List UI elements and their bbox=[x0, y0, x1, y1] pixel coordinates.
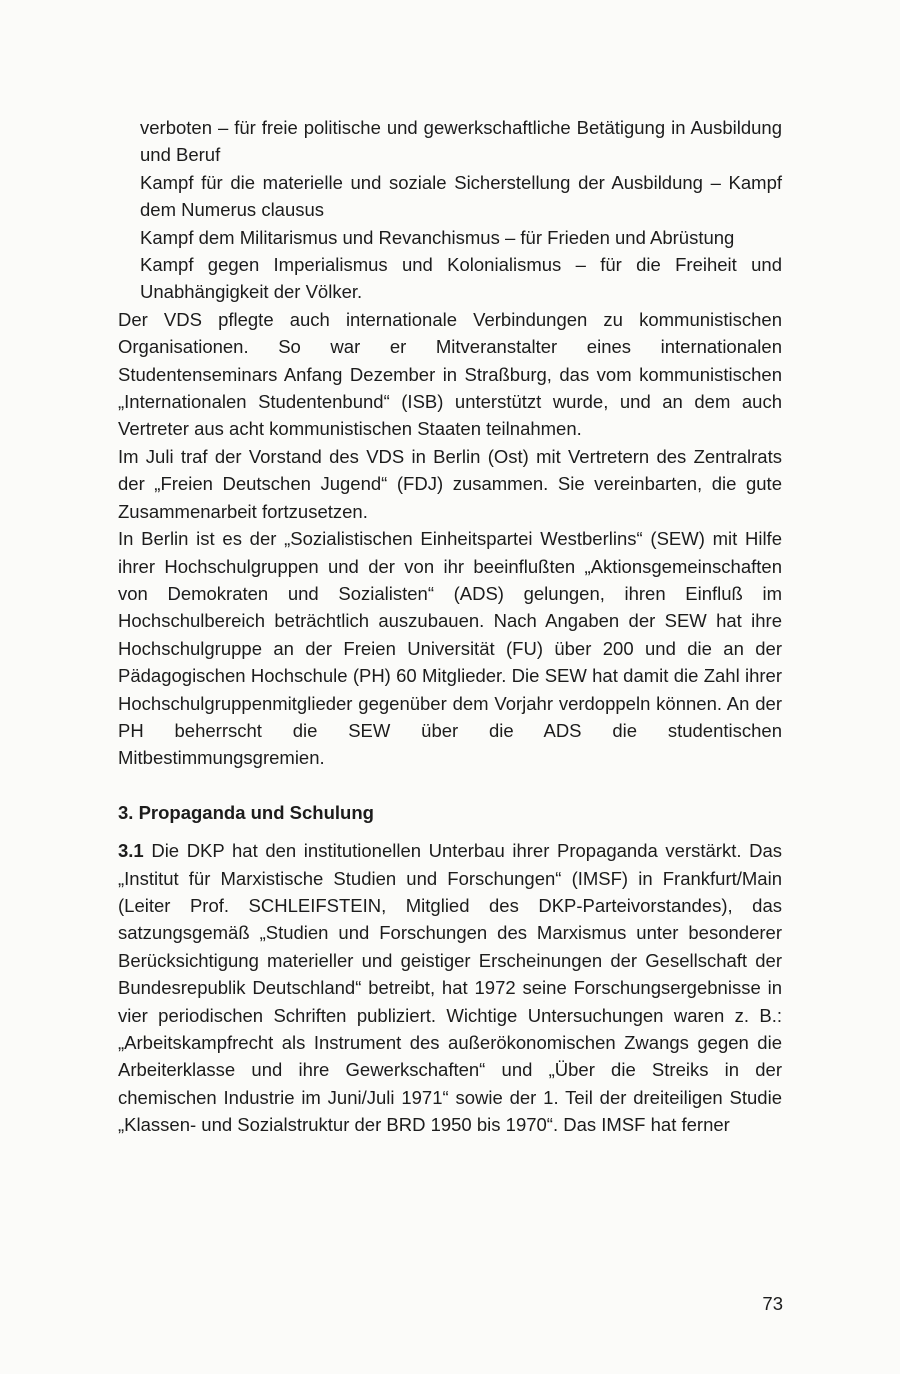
page-number: 73 bbox=[762, 1293, 783, 1314]
paragraph-section-3-1 bbox=[118, 837, 782, 1138]
list-item: Kampf für die materielle und soziale Sicherstellung der Ausbildung – Kampf dem Numerus clausus bbox=[140, 171, 782, 221]
paragraph-sew-berlin: In Berlin ist es der „Sozialistischen Einheitspartei Westberlins“ (SEW) mit Hilfe ihrer Hochschulgruppen und der von ihr beeinflußten „Aktionsgemeinschaften von Demokraten und Sozialisten“ (ADS) gelungen, ihren Einfluß im Hochschulbereich beträchtlich auszubauen. Nach Angaben der SEW hat ihre Hochschulgruppe an der Freien Universität (FU) über 200 und die an der Pädagogischen Hochschule (PH) 60 Mitglieder. Die SEW hat damit die Zahl ihrer Hochschulgruppenmitglieder gegenüber dem Vorjahr verdoppeln können. An der PH beherrscht die SEW über die ADS die studentischen Mitbestimmungsgremien. bbox=[118, 528, 782, 769]
section-text: Die DKP hat den institutionellen Unterbau ihrer Propaganda verstärkt. Das „Institut für Marxistische Studien und Forschungen“ (IMSF) in Frankfurt/Main (Leiter Prof. SCHLEIFSTEIN, Mitglied des DKP-Parteivorstandes), das satzungsgemäß „Studien und Forschungen des Marxismus unter besonderer Berücksichtigung materieller und geistiger Erscheinungen der Gesellschaft der Bundesrepublik Deutschland“ betreibt, hat 1972 seine Forschungsergebnisse in vier periodischen Schriften publiziert. Wichtige Untersuchungen waren z. B.: „Arbeitskampfrecht als Instrument des außerökonomischen Zwangs gegen die Arbeiterklasse und ihre Gewerkschaften“ und „Über die Streiks in der chemischen Industrie im Juni/Juli 1971“ sowie der 1. Teil der dreiteiligen Studie „Klassen- und Sozialstruktur der BRD 1950 bis 1970“. Das IMSF hat ferner bbox=[118, 840, 782, 1136]
list-item: Kampf gegen Imperialismus und Kolonialismus – für die Freiheit und Unabhängigkeit der Völker. bbox=[140, 254, 782, 303]
list-item: verboten – für freie politische und gewerkschaftliche Betätigung in Ausbildung und Beruf bbox=[140, 117, 782, 166]
paragraph-vds-international: Der VDS pflegte auch internationale Verbindungen zu kommunistischen Organisationen. So war er Mitveranstalter eines internationalen Studentenseminars Anfang Dezember in Straßburg, das vom kommunistischen „Internationalen Studentenbund“ (ISB) unterstützt wurde, und an dem auch Vertreter aus acht kommunistischen Staaten teilnahmen. bbox=[118, 308, 782, 440]
paragraph-vds-fdj: Im Juli traf der Vorstand des VDS in Berlin (Ost) mit Vertretern des Zentralrats der „Freien Deutschen Jugend“ (FDJ) zusammen. Sie vereinbarten, die gute Zusammenarbeit fortzusetzen. bbox=[118, 445, 782, 522]
demands-list bbox=[140, 114, 782, 306]
body-text bbox=[118, 114, 782, 1139]
section-heading: 3. Propaganda und Schulung bbox=[118, 801, 374, 823]
section-number: 3.1 bbox=[118, 840, 144, 862]
list-item: Kampf dem Militarismus und Revanchismus – für Frieden und Abrüstung bbox=[140, 226, 735, 248]
